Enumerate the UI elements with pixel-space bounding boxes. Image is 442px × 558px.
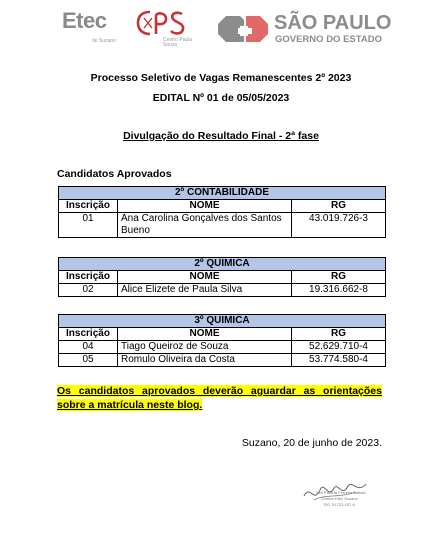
edital-number: EDITAL Nº 01 de 05/05/2023 xyxy=(152,92,290,104)
cps-logo xyxy=(136,8,196,48)
cell-rg: 43.019.726-3 xyxy=(292,213,386,238)
table-row xyxy=(59,284,386,297)
course-header: 2º CONTABILIDADE xyxy=(59,187,386,200)
cell-inscricao: 05 xyxy=(59,354,118,367)
governo-do-estado-text: GOVERNO DO ESTADO xyxy=(275,34,382,45)
column-header-inscricao: Inscrição xyxy=(59,328,118,341)
document-subtitle: Divulgação do Resultado Final - 2ª fase xyxy=(123,130,319,142)
cps-logo-mark xyxy=(136,8,196,38)
header-logos xyxy=(0,6,442,54)
cell-nome: Alice Elizete de Paula Silva xyxy=(118,284,292,297)
cell-inscricao: 02 xyxy=(59,284,118,297)
sao-paulo-title: SÃO PAULO xyxy=(274,12,392,34)
cell-nome: Romulo Oliveira da Costa xyxy=(118,354,292,367)
column-header-nome: NOME xyxy=(118,271,292,284)
document-title: Processo Seletivo de Vagas Remanescentes 2º 2023 xyxy=(90,72,352,84)
cell-nome: Ana Carolina Gonçalves dos Santos Bueno xyxy=(118,213,292,238)
cell-inscricao: 04 xyxy=(59,341,118,354)
course-header: 3º QUIMICA xyxy=(59,315,386,328)
signature-role: Diretor Etec Suzano xyxy=(322,496,358,501)
column-header-rg: RG xyxy=(292,328,386,341)
dateline: Suzano, 20 de junho de 2023. xyxy=(241,437,382,449)
cell-rg: 19.316.662-8 xyxy=(292,284,386,297)
cell-nome: Tiago Queiroz de Souza xyxy=(118,341,292,354)
cell-rg: 53.774.580-4 xyxy=(292,354,386,367)
signature-name: Keli Patricia Ferreira Batista xyxy=(316,490,366,495)
signature-rg: RG 19.723.157-6 xyxy=(324,502,355,507)
results-table-3-quimica xyxy=(58,314,386,367)
table-row xyxy=(59,341,386,354)
cell-inscricao: 01 xyxy=(59,213,118,238)
table-row xyxy=(59,354,386,367)
notice-highlight-text: Os candidatos aprovados deverão aguardar as orientações sobre a matrícula neste blog. xyxy=(57,385,382,411)
etec-logo xyxy=(62,8,120,46)
course-header: 2º QUIMICA xyxy=(59,258,386,271)
column-header-inscricao: Inscrição xyxy=(59,271,118,284)
results-table-2-quimica xyxy=(58,257,386,297)
etec-logo-subtitle: de Suzano xyxy=(92,38,116,44)
column-header-nome: NOME xyxy=(118,328,292,341)
column-header-rg: RG xyxy=(292,200,386,213)
column-header-nome: NOME xyxy=(118,200,292,213)
column-header-inscricao: Inscrição xyxy=(59,200,118,213)
etec-logo-text: Etec xyxy=(62,8,107,33)
results-table-contabilidade xyxy=(58,186,386,238)
cell-rg: 52.629.710-4 xyxy=(292,341,386,354)
director-signature xyxy=(300,474,370,524)
matricula-notice xyxy=(57,384,382,412)
section-label: Candidatos Aprovados xyxy=(57,168,172,180)
cps-logo-subtitle: Centro Paula Souza xyxy=(163,37,193,48)
sao-paulo-map-icon xyxy=(218,14,270,44)
sao-paulo-government-logo xyxy=(218,10,392,48)
column-header-rg: RG xyxy=(292,271,386,284)
table-row xyxy=(59,213,386,238)
